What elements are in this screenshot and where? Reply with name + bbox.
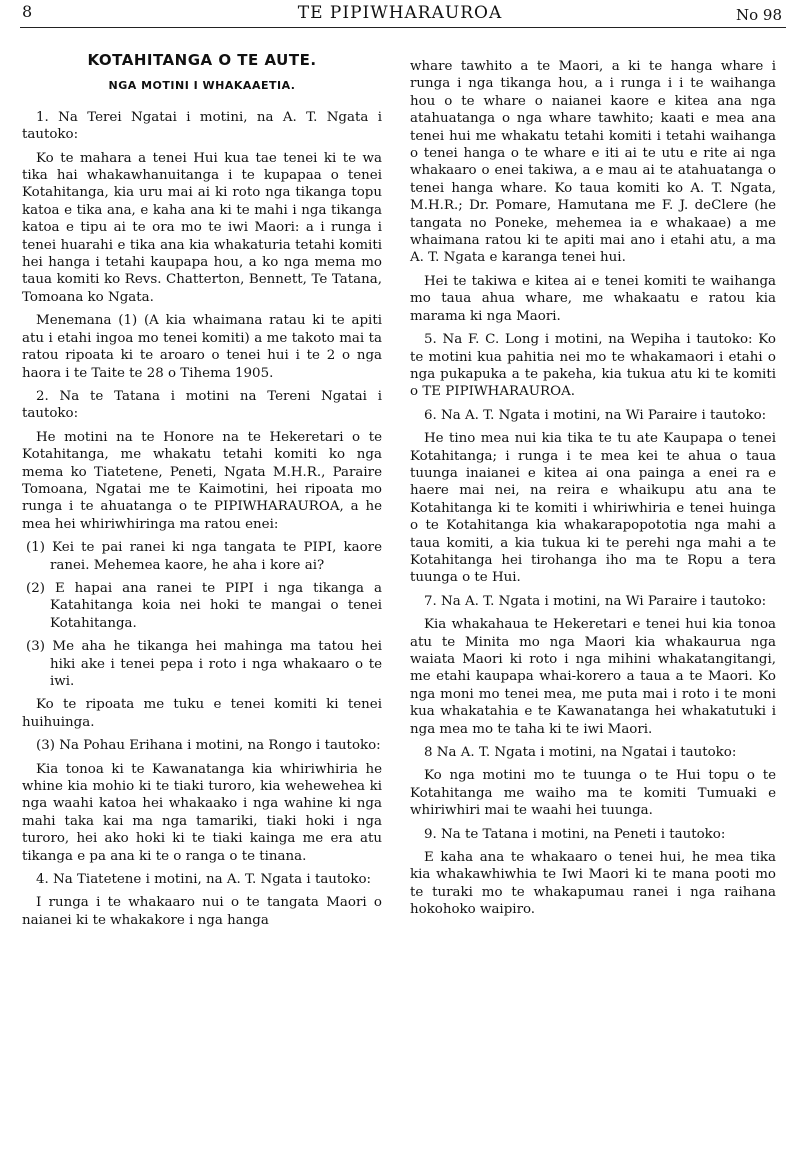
left-column (22, 50, 382, 935)
right-column (410, 58, 776, 925)
page-number: 8 (22, 2, 33, 21)
paragraph: Hei te takiwa e kitea ai e tenei komiti te waihanga mo taua ahua whare, me whakaatu e ratou kia marama ki nga Maori. (410, 273, 776, 324)
paragraph: (3) Na Pohau Erihana i motini, na Rongo i tautoko: (36, 738, 381, 754)
page-header (0, 0, 800, 34)
paragraph: 2. Na te Tatana i motini na Tereni Ngatai i tautoko: (22, 388, 382, 422)
list-item: (2) E hapai ana ranei te PIPI i nga tikanga a Katahitanga koia nei hoki te mangai o tenei Kotahitanga. (26, 580, 382, 631)
paragraph: Menemana (1) (A kia whaimana ratau ki te apiti atu i etahi ingoa mo tenei komiti) a me takoto mai ta ratou ripoata ki te aroaro o tenei hui i te 2 o nga haora i te Taite te 28 o Tihema 1905. (22, 313, 382, 381)
paragraph: Ko nga motini mo te tuunga o te Hui topu o te Kotahitanga me waiho ma te komiti Tumuaki e whiriwhiri mai te waahi hei tuunga. (410, 768, 776, 819)
paragraph: Ko te ripoata me tuku e tenei komiti ki tenei huihuinga. (22, 697, 382, 730)
paragraph: 8 Na A. T. Ngata i motini, na Ngatai i tautoko: (424, 745, 737, 761)
paragraph: 6. Na A. T. Ngata i motini, na Wi Paraire i tautoko: (424, 407, 767, 423)
publication-title: TE PIPIWHARAUROA (297, 3, 503, 23)
article-subtitle: NGA MOTINI I WHAKAAETIA. (108, 79, 296, 93)
list-item: (3) Me aha he tikanga hei mahinga ma tatou hei hiki ake i tenei pepa i roto i nga whakaaro o te iwi. (26, 639, 382, 689)
header-rule (20, 27, 786, 28)
paragraph: 7. Na A. T. Ngata i motini, na Wi Paraire i tautoko: (424, 593, 767, 609)
article-title: KOTAHITANGA O TE AUTE. (87, 51, 317, 69)
paragraph: 4. Na Tiatetene i motini, na A. T. Ngata i tautoko: (36, 872, 372, 888)
list-item: (1) Kei te pai ranei ki nga tangata te PIPI, kaore ranei. Mehemea kaore, he aha i kore ai? (26, 540, 382, 573)
paragraph: whare tawhito a te Maori, a ki te hanga whare i runga i nga tikanga hou, a i runga i i te waihanga hou o te whare o naianei kaore e kitea ana nga atahuatanga o nga whare tawhito; kaati e mea ana tenei hui me whakatu tetahi komiti i tetahi waihanga o tenei hanga o te whare e iti ai te utu e rite ai nga whakaaro o enei takiwa, a e mau ai te atahuatanga o tenei hanga whare. Ko taua komiti ko A. T. Ngata, M.H.R.; Dr. Pomare, Hamutana me F. J. deClere (he tangata no Poneke, mehemea ia e whakaae) a me whaimana ratou ki te apiti mai ano i etahi atu, a ma A. T. Ngata e karanga tenei hui. (410, 59, 776, 266)
paragraph: 9. Na te Tatana i motini, na Peneti i tautoko: (424, 826, 726, 842)
paragraph: Ko te mahara a tenei Hui kua tae tenei ki te wa tika hai whakawhanuitanga i te kupapaa o tenei Kotahitanga, kia uru mai ai ki roto nga tikanga topu katoa e tika ana, e kaha ana ki te mahi i nga tikanga katoa e tipu ai te ora mo te iwi Maori: a i runga i tenei huarahi e tika ana kia whakaturia tetahi komiti hei hanga i tetahi kaupapa hou, a ko nga mema mo taua komiti ko Revs. Chatterton, Bennett, Te Tatana, Tomoana ko Ngata. (22, 150, 382, 305)
paragraph: I runga i te whakaaro nui o te tangata Maori o naianei ki te whakakore i nga hanga (22, 895, 382, 928)
paragraph: He tino mea nui kia tika te tu ate Kaupapa o tenei Kotahitanga; i runga i te mea kei te ahua o taua tuunga inaianei e kitea ai ona painga a enei ra e haere mai nei, na reira e whaikupu atu ana te Kotahitanga ki te komiti i whiriwhiria e tenei huinga o te Kotahitanga kia whakarapopototia nga mahi a taua komiti, a kia tukua ki te perehi nga mahi a te Kotahitanga hei tirohanga iho ma te Ropu a tera tuunga o te Hui. (410, 431, 776, 586)
paragraph: 1. Na Terei Ngatai i motini, na A. T. Ngata i tautoko: (22, 109, 382, 143)
paragraph: Kia tonoa ki te Kawanatanga kia whiriwhiria he whine kia mohio ki te tiaki turoro, kia wehewehea ki nga waahi katoa hei whakaako i nga wahine ki nga mahi taka kai ma nga tamariki, tiaki hoki i nga turoro, hei ako hoki ki te tiaki kainga me era atu tikanga e pa ana ki te o ranga o te tinana. (22, 761, 382, 864)
paragraph: He motini na te Honore na te Hekeretari o te Kotahitanga, me whakatu tetahi komiti ko nga mema ko Tiatetene, Peneti, Ngata M.H.R., Paraire Tomoana, Ngatai me te Kaimotini, hei ripoata mo runga i te ahuatanga o te PIPIWHARAUROA, a he mea hei whiriwhiringa ma ratou enei: (22, 429, 382, 532)
issue-number: No 98 (735, 6, 782, 24)
paragraph: Kia whakahaua te Hekeretari e tenei hui kia tonoa atu te Minita mo nga Maori kia whakaurua nga waiata Maori ki roto i nga mihini whakatangitangi, me etahi kaupapa whai-korero a taua a te Maori. Ko nga moni mo tenei mea, me puta mai i roto i te moni kua whakatahia e te Kawanatanga hei whakatutuki i nga mea mo te taha ki te iwi Maori. (410, 617, 776, 737)
paragraph: E kaha ana te whakaaro o tenei hui, he mea tika kia whakawhiwhia te Iwi Maori ki te mana pooti mo te turaki mo te whakapumau ranei i nga raihana hokohoko waipiro. (410, 850, 776, 918)
paragraph: 5. Na F. C. Long i motini, na Wepiha i tautoko: Ko te motini kua pahitia nei mo te whakamaori i etahi o nga pukapuka a te pakeha, kia tukua atu ki te komiti o TE PIPIWHARAUROA. (410, 332, 776, 400)
